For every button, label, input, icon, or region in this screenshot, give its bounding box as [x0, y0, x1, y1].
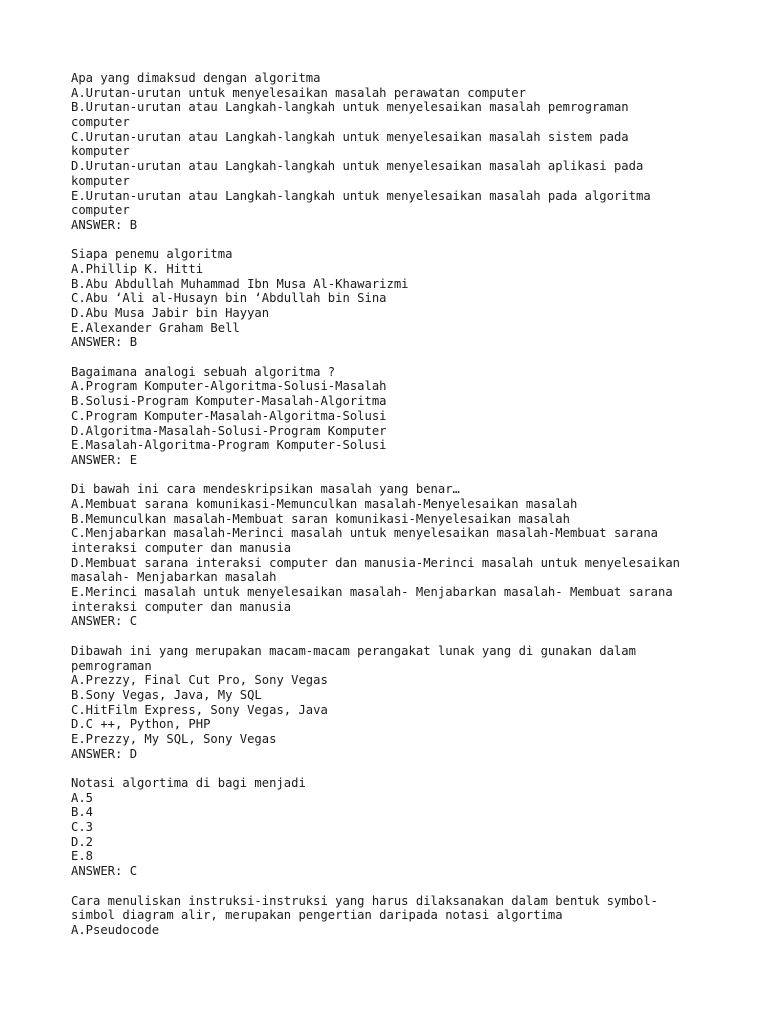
question-text: Siapa penemu algoritma	[71, 247, 233, 262]
option-a: A.Program Komputer-Algoritma-Solusi-Masalah	[71, 379, 387, 394]
option-c-continued: interaksi computer dan manusia	[71, 541, 292, 555]
option-c-continued: komputer	[71, 144, 130, 159]
option-b: B.4	[71, 805, 94, 820]
quiz-text	[71, 71, 731, 952]
question-2	[71, 247, 731, 350]
option-e: E.Alexander Graham Bell	[71, 320, 240, 335]
option-a: A.Pseudocode	[71, 922, 160, 937]
option-e: E.8	[71, 849, 94, 864]
option-e: E.Prezzy, My SQL, Sony Vegas	[71, 731, 277, 746]
question-text: Notasi algortima di bagi menjadi	[71, 776, 306, 790]
question-6	[71, 776, 731, 879]
question-7	[71, 894, 731, 938]
option-a: A.Urutan-urutan untuk menyelesaikan masalah perawatan computer	[71, 85, 526, 100]
question-3	[71, 365, 731, 468]
option-a: A.Prezzy, Final Cut Pro, Sony Vegas	[71, 673, 328, 688]
option-e: E.Masalah-Algoritma-Program Komputer-Solusi	[71, 438, 387, 453]
option-c: C.3	[71, 820, 94, 835]
option-c: C.HitFilm Express, Sony Vegas, Java	[71, 702, 328, 717]
option-b: B.Memunculkan masalah-Membuat saran komunikasi-Menyelesaikan masalah	[71, 511, 570, 526]
option-b: B.Sony Vegas, Java, My SQL	[71, 687, 262, 702]
option-a: A.Membuat sarana komunikasi-Memunculkan masalah-Menyelesaikan masalah	[71, 496, 578, 511]
question-text: Cara menuliskan instruksi-instruksi yang harus dilaksanakan dalam bentuk symbol-	[71, 893, 658, 908]
option-d: D.2	[71, 834, 94, 849]
question-4	[71, 482, 731, 629]
answer: ANSWER: C	[71, 864, 138, 879]
option-d: D.Abu Musa Jabir bin Hayyan	[71, 306, 270, 320]
answer: ANSWER: E	[71, 452, 138, 467]
question-1	[71, 71, 731, 233]
option-d: D.C ++, Python, PHP	[71, 717, 211, 732]
answer: ANSWER: C	[71, 614, 138, 629]
answer: ANSWER: B	[71, 335, 138, 350]
question-text-continued: pemrograman	[71, 658, 152, 673]
option-a: A.Phillip K. Hitti	[71, 261, 204, 276]
answer: ANSWER: D	[71, 746, 138, 761]
option-d: D.Algoritma-Masalah-Solusi-Program Komputer	[71, 423, 387, 438]
question-text: Bagaimana analogi sebuah algoritma ?	[71, 364, 336, 379]
option-e-continued: interaksi computer dan manusia	[71, 599, 292, 614]
option-b: B.Abu Abdullah Muhammad Ibn Musa Al-Khawarizmi	[71, 276, 409, 291]
option-e: E.Urutan-urutan atau Langkah-langkah untuk menyelesaikan masalah pada algoritma	[71, 188, 651, 203]
option-c: C.Program Komputer-Masalah-Algoritma-Solusi	[71, 408, 387, 423]
option-a: A.5	[71, 790, 94, 805]
option-d: D.Membuat sarana interaksi computer dan manusia-Merinci masalah untuk menyelesaikan	[71, 555, 681, 570]
question-5	[71, 644, 731, 762]
option-d-continued: masalah- Menjabarkan masalah	[71, 570, 277, 585]
option-c: C.Menjabarkan masalah-Merinci masalah untuk menyelesaikan masalah-Membuat sarana	[71, 526, 658, 541]
option-b: B.Solusi-Program Komputer-Masalah-Algoritma	[71, 394, 387, 409]
answer: ANSWER: B	[71, 217, 138, 232]
option-b-continued: computer	[71, 115, 130, 130]
question-text: Apa yang dimaksud dengan algoritma	[71, 71, 321, 85]
option-b: B.Urutan-urutan atau Langkah-langkah untuk menyelesaikan masalah pemrograman	[71, 100, 629, 115]
question-text: Di bawah ini cara mendeskripsikan masalah yang benar…	[71, 482, 460, 497]
question-text-continued: simbol diagram alir, merupakan pengertian daripada notasi algortima	[71, 908, 563, 923]
option-e: E.Merinci masalah untuk menyelesaikan masalah- Menjabarkan masalah- Membuat sarana	[71, 585, 673, 600]
option-e-continued: computer	[71, 203, 130, 218]
option-d: D.Urutan-urutan atau Langkah-langkah untuk menyelesaikan masalah aplikasi pada	[71, 159, 644, 174]
option-c: C.Abu ‘Ali al-Husayn bin ‘Abdullah bin Sina	[71, 291, 387, 306]
option-c: C.Urutan-urutan atau Langkah-langkah untuk menyelesaikan masalah sistem pada	[71, 129, 629, 144]
question-text: Dibawah ini yang merupakan macam-macam perangakat lunak yang di gunakan dalam	[71, 643, 636, 658]
option-d-continued: komputer	[71, 173, 130, 188]
